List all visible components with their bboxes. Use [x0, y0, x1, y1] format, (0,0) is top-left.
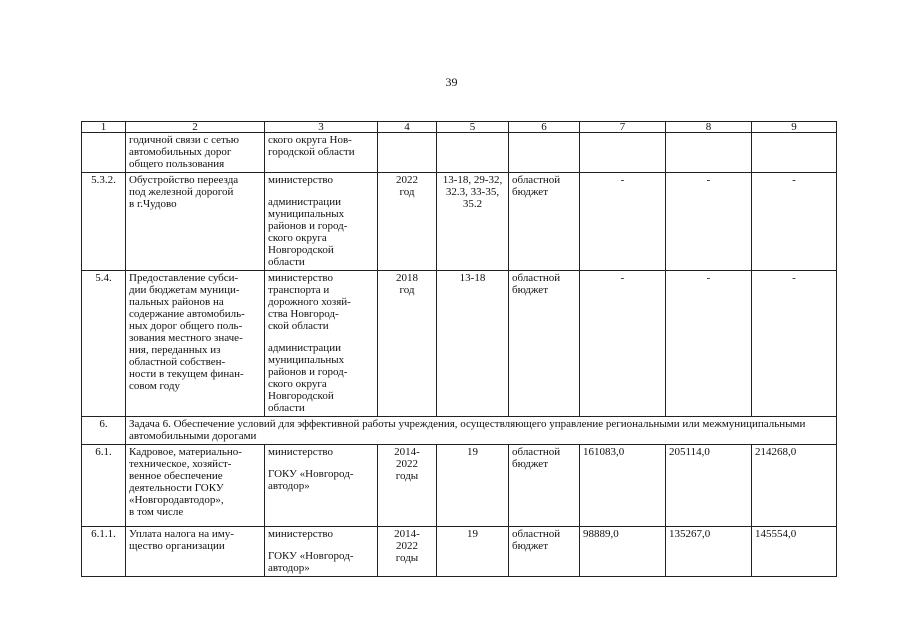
row-name	[126, 527, 265, 577]
executor-secondary-line: районов и город-	[268, 220, 348, 232]
header-col-9: 9	[752, 122, 837, 133]
row-indicators	[437, 173, 509, 271]
executor-secondary-line: автодор»	[268, 562, 310, 574]
executor-secondary-line: администрации	[268, 342, 341, 354]
row-name-line: содержание автомобиль-	[129, 308, 245, 320]
row-id: 5.4.	[82, 271, 126, 417]
task-6-row	[82, 417, 837, 445]
program-table	[81, 121, 837, 577]
row-year-line: годы	[395, 470, 419, 482]
row-executor	[265, 445, 378, 527]
task-6-id: 6.	[82, 417, 126, 445]
row-name-line: пальных районов на	[129, 296, 224, 308]
row-id	[82, 133, 126, 173]
row-source-line: бюджет	[512, 186, 548, 198]
row-name-line: в том числе	[129, 506, 184, 518]
executor-line: министерство	[268, 272, 334, 284]
executor-line: министерство	[268, 446, 334, 458]
row-year	[378, 527, 437, 577]
row-value-8: -	[666, 271, 752, 417]
executor-secondary	[268, 342, 374, 414]
row-year	[378, 173, 437, 271]
row-name-line: ности в текущем финан-	[129, 368, 244, 380]
row-value-9: -	[752, 173, 837, 271]
row-name-line: зования местного значе-	[129, 332, 243, 344]
row-source	[509, 527, 580, 577]
row-name-line: ных дорог общего поль-	[129, 320, 243, 332]
row-value-9: 145554,0	[752, 527, 837, 577]
row-source	[509, 173, 580, 271]
executor-line: министерство	[268, 528, 334, 540]
row-indicators	[437, 527, 509, 577]
row-name-line: Предоставление субси-	[129, 272, 239, 284]
row-name	[126, 271, 265, 417]
row-value-7: -	[580, 271, 666, 417]
executor-secondary-line: ского округа	[268, 378, 327, 390]
header-col-3: 3	[265, 122, 378, 133]
row-id: 6.1.	[82, 445, 126, 527]
row-value-7: 161083,0	[580, 445, 666, 527]
row-name-line: общего пользования	[129, 158, 225, 170]
executor-line: министерство	[268, 174, 334, 186]
row-source-line: бюджет	[512, 458, 548, 470]
row-name-line: совом году	[129, 380, 181, 392]
page-number: 39	[445, 75, 458, 89]
row-source-line: областной	[512, 446, 561, 458]
executor-line: ской области	[268, 320, 329, 332]
executor-line: ства Новгород-	[268, 308, 339, 320]
row-value-9: -	[752, 271, 837, 417]
row-name-line: областной собствен-	[129, 356, 226, 368]
column-number-header	[82, 122, 837, 133]
header-col-7: 7	[580, 122, 666, 133]
row-indicators-line: 32.3, 33-35,	[445, 186, 500, 198]
row-value-9	[752, 133, 837, 173]
task-6-text: Задача 6. Обеспечение условий для эффективной работы учреждения, осуществляющего управление региональными или межмуниципальными автомобильными дорогами	[126, 417, 837, 445]
row-value-8: -	[666, 173, 752, 271]
executor-secondary-line: ГОКУ «Новгород-	[268, 468, 354, 480]
row-executor	[265, 173, 378, 271]
row-indicators	[437, 445, 509, 527]
row-name	[126, 133, 265, 173]
row-year-line: год	[399, 284, 415, 296]
row-value-8: 205114,0	[666, 445, 752, 527]
row-value-9: 214268,0	[752, 445, 837, 527]
header-col-5: 5	[437, 122, 509, 133]
executor-secondary-line: администрации	[268, 196, 341, 208]
row-indicators-line: 13-18, 29-32,	[442, 174, 503, 186]
row-name	[126, 173, 265, 271]
executor-secondary-line: Новгородской	[268, 244, 334, 256]
row-year-line: 2022	[396, 458, 418, 470]
table-row	[82, 271, 837, 417]
row-source-line: бюджет	[512, 540, 548, 552]
row-indicators	[437, 271, 509, 417]
row-name-line: «Новгородавтодор»,	[129, 494, 224, 506]
executor-secondary-line: муниципальных	[268, 354, 345, 366]
table-row	[82, 133, 837, 173]
executor-secondary-line: ского округа	[268, 232, 327, 244]
row-source-line: бюджет	[512, 284, 548, 296]
executor-secondary-line: области	[268, 402, 305, 414]
row-year-line: 2018	[396, 272, 418, 284]
row-name-line: деятельности ГОКУ	[129, 482, 224, 494]
row-year	[378, 133, 437, 173]
row-indicators	[437, 133, 509, 173]
row-executor	[265, 271, 378, 417]
row-name-line: в г.Чудово	[129, 198, 177, 210]
executor-secondary-line: ГОКУ «Новгород-	[268, 550, 354, 562]
row-name-line: ния, переданных из	[129, 344, 221, 356]
executor-secondary-line: области	[268, 256, 305, 268]
row-source-line: областной	[512, 174, 561, 186]
executor-secondary	[268, 550, 374, 574]
row-name-line: Обустройство переезда	[129, 174, 239, 186]
row-indicators-line: 19	[467, 528, 478, 540]
row-name-line: венное обеспечение	[129, 470, 223, 482]
row-value-7: 98889,0	[580, 527, 666, 577]
row-source-line: областной	[512, 528, 561, 540]
row-year	[378, 445, 437, 527]
row-name-line: годичной связи с сетью	[129, 134, 240, 146]
executor-line: ского округа Нов-	[268, 134, 352, 146]
header-col-4: 4	[378, 122, 437, 133]
table-row	[82, 527, 837, 577]
row-year-line: год	[399, 186, 415, 198]
header-col-6: 6	[509, 122, 580, 133]
executor-line: дорожного хозяй-	[268, 296, 351, 308]
executor-secondary-line: Новгородской	[268, 390, 334, 402]
row-name-line: щество организации	[129, 540, 225, 552]
row-value-8: 135267,0	[666, 527, 752, 577]
row-name-line: под железной дорогой	[129, 186, 234, 198]
row-year-line: 2014-	[394, 446, 420, 458]
row-id: 6.1.1.	[82, 527, 126, 577]
row-name	[126, 445, 265, 527]
row-name-line: Уплата налога на иму-	[129, 528, 234, 540]
executor-line: городской области	[268, 146, 355, 158]
table-row	[82, 173, 837, 271]
row-name-line: автомобильных дорог	[129, 146, 232, 158]
row-year-line: 2022	[396, 174, 418, 186]
executor-line: транспорта и	[268, 284, 330, 296]
header-col-1: 1	[82, 122, 126, 133]
row-value-8	[666, 133, 752, 173]
row-source-line: областной	[512, 272, 561, 284]
executor-secondary	[268, 468, 374, 492]
row-year	[378, 271, 437, 417]
row-value-7: -	[580, 173, 666, 271]
header-col-8: 8	[666, 122, 752, 133]
row-value-7	[580, 133, 666, 173]
header-col-2: 2	[126, 122, 265, 133]
row-year-line: 2022	[396, 540, 418, 552]
table-row	[82, 445, 837, 527]
executor-secondary-line: районов и город-	[268, 366, 348, 378]
row-name-line: Кадровое, материально-	[129, 446, 242, 458]
row-indicators-line: 35.2	[462, 198, 483, 210]
executor-secondary	[268, 196, 374, 268]
row-year-line: годы	[395, 552, 419, 564]
row-name-line: дии бюджетам муници-	[129, 284, 240, 296]
row-name-line: техническое, хозяйст-	[129, 458, 232, 470]
row-executor	[265, 133, 378, 173]
row-id: 5.3.2.	[82, 173, 126, 271]
row-year-line: 2014-	[394, 528, 420, 540]
row-source	[509, 271, 580, 417]
row-indicators-line: 19	[467, 446, 478, 458]
row-executor	[265, 527, 378, 577]
row-indicators-line: 13-18	[459, 272, 486, 284]
executor-secondary-line: автодор»	[268, 480, 310, 492]
row-source	[509, 445, 580, 527]
row-source	[509, 133, 580, 173]
executor-secondary-line: муниципальных	[268, 208, 345, 220]
